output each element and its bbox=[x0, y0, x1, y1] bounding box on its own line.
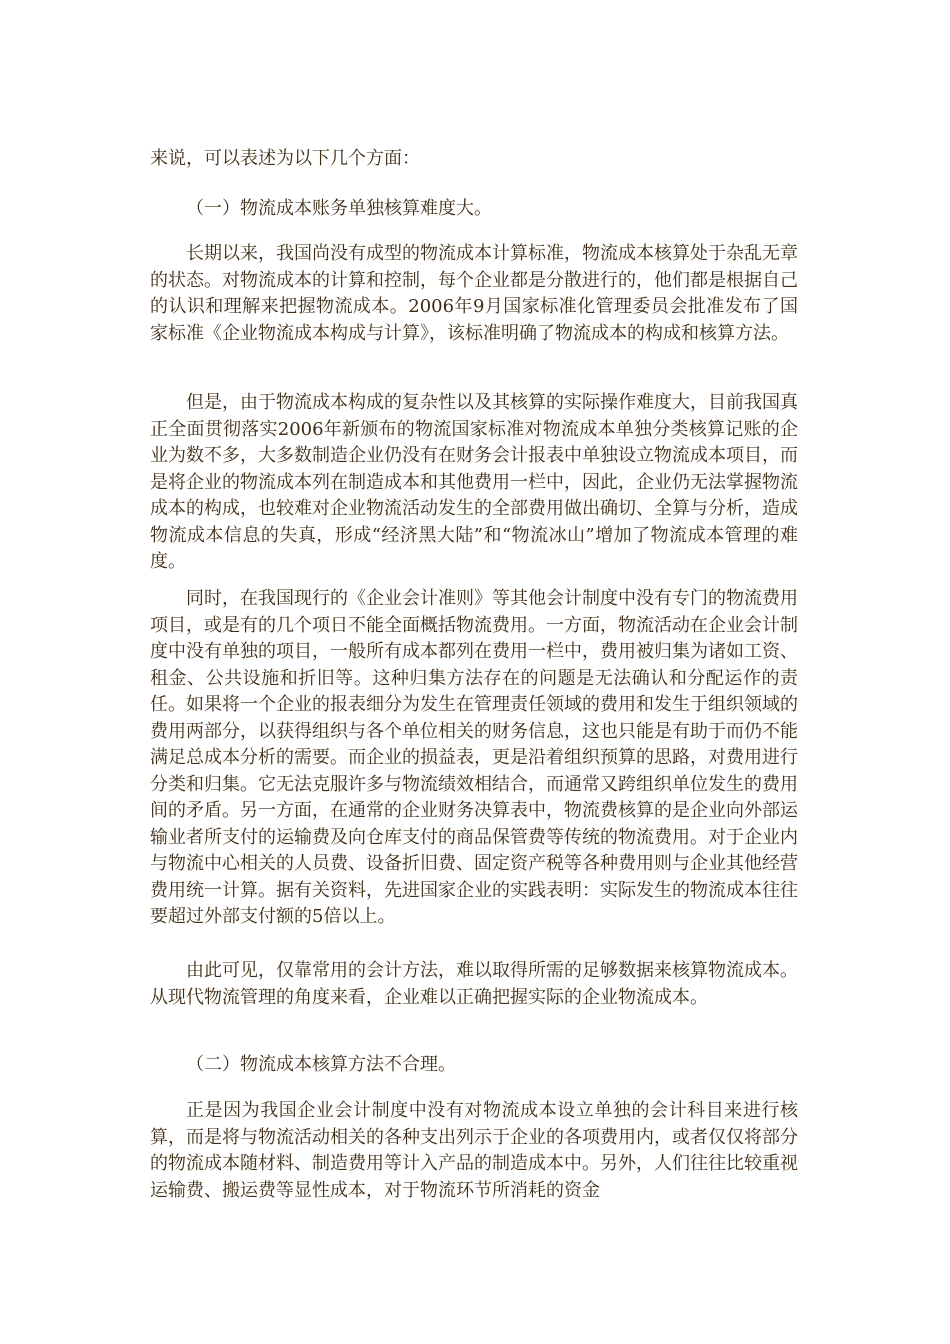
paragraph-2: 但是，由于物流成本构成的复杂性以及其核算的实际操作难度大，目前我国真正全面贯彻落实2006年新颁布的物流国家标准对物流成本单独分类核算记账的企业为数不多，大多数制造企业仍没有在财务会计报表中单独设立物流成本项目，而是将企业的物流成本列在制造成本和其他费用一栏中，因此，企业仍无法掌握物流成本的构成，也较难对企业物流活动发生的全部费用做出确切、全算与分析，造成物流成本信息的失真，形成“经济黑大陆”和“物流冰山”增加了物流成本管理的难度。 bbox=[150, 392, 798, 572]
paragraph-4: 由此可见，仅靠常用的会计方法，难以取得所需的足够数据来核算物流成本。从现代物流管理的角度来看，企业难以正确把握实际的企业物流成本。 bbox=[150, 960, 798, 1008]
intro-line: 来说，可以表述为以下几个方面： bbox=[150, 148, 420, 169]
paragraph-1: 长期以来，我国尚没有成型的物流成本计算标准，物流成本核算处于杂乱无章的状态。对物流成本的计算和控制，每个企业都是分散进行的，他们都是根据自己的认识和理解来把握物流成本。2006年9月国家标准化管理委员会批准发布了国家标准《企业物流成本构成与计算》，该标准明确了物流成本的构成和核算方法。 bbox=[150, 243, 798, 344]
section-heading-2: （二）物流成本核算方法不合理。 bbox=[186, 1054, 456, 1075]
section-heading-1: （一）物流成本账务单独核算难度大。 bbox=[186, 198, 492, 219]
paragraph-3: 同时，在我国现行的《企业会计准则》等其他会计制度中没有专门的物流费用项目，或是有的几个项日不能全面概括物流费用。一方面，物流活动在企业会计制度中没有单独的项目，一般所有成本都列在费用一栏中，费用被归集为诸如工资、租金、公共设施和折旧等。这种归集方法存在的问题是无法确认和分配运作的责任。如果将一个企业的报表细分为发生在管理责任领域的费用和发生于组织领域的费用两部分，以获得组织与各个单位相关的财务信息，这也只能是有助于而仍不能满足总成本分析的需要。而企业的损益表，更是沿着组织预算的思路，对费用进行分类和归集。它无法克服许多与物流绩效相结合，而通常又跨组织单位发生的费用间的矛盾。另一方面，在通常的企业财务决算表中，物流费核算的是企业向外部运输业者所支付的运输费及向仓库支付的商品保管费等传统的物流费用。对于企业内与物流中心相关的人员费、设备折旧费、固定资产税等各种费用则与企业其他经营费用统一计算。据有关资料，先进国家企业的实践表明：实际发生的物流成本往往要超过外部支付额的5倍以上。 bbox=[150, 588, 798, 927]
paragraph-5: 正是因为我国企业会计制度中没有对物流成本设立单独的会计科目来进行核算，而是将与物流活动相关的各种支出列示于企业的各项费用内，或者仅仅将部分的物流成本随材料、制造费用等计入产品的制造成本中。另外，人们往往比较重视运输费、搬运费等显性成本，对于物流环节所消耗的资金 bbox=[150, 1100, 798, 1201]
